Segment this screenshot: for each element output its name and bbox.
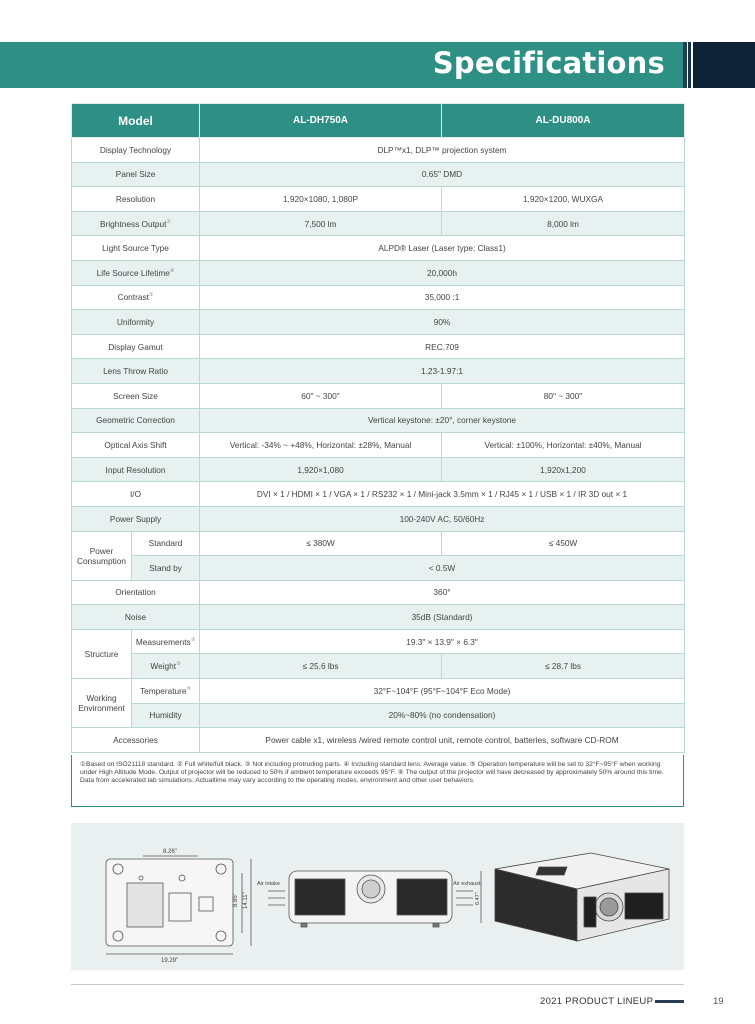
dim-height-a: 8.85" — [233, 893, 239, 907]
row-label: Panel Size — [72, 162, 200, 187]
row-value: 0.65" DMD — [200, 162, 685, 187]
row-value-2: Vertical: ±100%, Horizontal: ±40%, Manual — [442, 433, 685, 458]
page-number: 19 — [713, 996, 724, 1007]
projector-perspective-image — [495, 853, 669, 941]
footnote-mark: ⑤ — [186, 686, 192, 693]
row-value-2: 1,920×1200, WUXGA — [442, 187, 685, 212]
row-label: Noise — [72, 605, 200, 630]
table-row — [72, 138, 685, 163]
row-label: Geometric Correction — [72, 408, 200, 433]
row-sublabel — [132, 679, 200, 704]
row-value: 32°F~104°F (95°F~104°F Eco Mode) — [200, 679, 685, 704]
table-row — [72, 654, 685, 679]
row-sublabel: Humidity — [132, 703, 200, 728]
banner-block — [693, 42, 755, 88]
row-value-1: 1,920×1,080 — [200, 457, 442, 482]
row-value-1: ≤ 25.6 lbs — [200, 654, 442, 679]
row-value: 35dB (Standard) — [200, 605, 685, 630]
footnote-mark: ③ — [176, 661, 181, 668]
dim-width-bottom: 19.29" — [161, 958, 179, 964]
table-row — [72, 359, 685, 384]
banner-stripe — [688, 42, 691, 88]
table-row — [72, 187, 685, 212]
front-view-drawing — [268, 871, 481, 927]
row-value-2: 80" ~ 300" — [442, 383, 685, 408]
row-label: Display Technology — [72, 138, 200, 163]
row-label: Lens Throw Ratio — [72, 359, 200, 384]
title-banner — [0, 42, 683, 88]
row-value-1: Vertical: -34% ~ +48%, Horizontal: ±28%, Manual — [200, 433, 442, 458]
row-value-2: ≤ 28.7 lbs — [442, 654, 685, 679]
row-label: Display Gamut — [72, 334, 200, 359]
row-label: Screen Size — [72, 383, 200, 408]
table-row — [72, 236, 685, 261]
row-value: DVI × 1 / HDMI × 1 / VGA × 1 / RS232 × 1 / Mini-jack 3.5mm × 1 / RJ45 × 1 / USB × 1 / IR 3D out × 1 — [200, 482, 685, 507]
row-value-1: 1,920×1080, 1,080P — [200, 187, 442, 212]
row-label-text: Contrast — [117, 292, 149, 303]
bottom-view-drawing — [106, 856, 251, 954]
table-row — [72, 531, 685, 556]
footer-product-lineup: 2021 PRODUCT LINEUP — [540, 996, 654, 1007]
row-value: 100-240V AC, 50/60Hz — [200, 506, 685, 531]
row-label: Accessories — [72, 728, 200, 753]
table-row — [72, 506, 685, 531]
row-value: < 0.5W — [200, 556, 685, 581]
row-value-2: 1,920x1,200 — [442, 457, 685, 482]
row-value: Power cable x1, wireless /wired remote control unit, remote control, batteries, software CD-ROM — [200, 728, 685, 753]
row-label: Input Resolution — [72, 457, 200, 482]
table-row — [72, 285, 685, 310]
row-value: ALPD® Laser (Laser type: Class1) — [200, 236, 685, 261]
row-sublabel-text: Measurements — [135, 636, 191, 647]
footnote-mark: ⑥ — [169, 268, 175, 274]
table-row — [72, 408, 685, 433]
row-value: REC.709 — [200, 334, 685, 359]
table-row — [72, 728, 685, 753]
air-intake-label: Air intake — [257, 881, 280, 887]
spec-table — [71, 103, 685, 753]
dim-width-top: 8.26" — [163, 849, 177, 855]
row-value: 90% — [200, 310, 685, 335]
row-group-label: Power Consumption — [72, 531, 132, 580]
row-label: I/O — [72, 482, 200, 507]
page-title: Specifications — [432, 46, 665, 80]
table-row — [72, 433, 685, 458]
footnotes: ①Based on ISO21118 standard. ② Full white/full black. ③ Not including protruding parts. ④ Including standard lens. Average value. ⑤ Operation temperature will be set to 32°F~95°F when working under High Altitude Mode. Output of projector will be reduced to 50% if ambient temperature exceeds 95°F. ⑥ The output of the projector will have decreased by approximately 50% around this time. Data from accelerated lab simulations. Actualtime may vary according to the operating modes, environment and other user behaviors. — [71, 755, 684, 807]
row-sublabel: Stand by — [132, 556, 200, 581]
header-model-2: AL-DU800A — [442, 104, 685, 138]
table-row — [72, 260, 685, 285]
row-value: 1.23-1.97:1 — [200, 359, 685, 384]
table-row — [72, 703, 685, 728]
row-value-2: ≤ 450W — [442, 531, 685, 556]
row-value-2: 8,000 lm — [442, 211, 685, 236]
table-row — [72, 629, 685, 654]
footer-divider — [71, 984, 684, 985]
footer-accent-bar — [655, 1000, 684, 1003]
row-value: 360° — [200, 580, 685, 605]
footnote-mark: ③ — [190, 636, 196, 643]
row-label: Resolution — [72, 187, 200, 212]
table-row — [72, 310, 685, 335]
row-sublabel-text: Temperature — [139, 685, 187, 696]
footnote-mark: ① — [166, 218, 171, 225]
dim-height-b: 14.11" — [243, 892, 249, 909]
row-value: 20%~80% (no condensation) — [200, 703, 685, 728]
row-label — [72, 211, 200, 236]
dim-front-height: 6.47" — [475, 892, 481, 905]
row-value-1: 7,500 lm — [200, 211, 442, 236]
header-model: Model — [72, 104, 200, 138]
row-value-1: ≤ 380W — [200, 531, 442, 556]
table-row — [72, 334, 685, 359]
header-model-1: AL-DH750A — [200, 104, 442, 138]
table-row — [72, 679, 685, 704]
row-sublabel-text: Weight — [150, 661, 177, 672]
table-row — [72, 580, 685, 605]
table-header-row — [72, 104, 685, 138]
row-label — [72, 285, 200, 310]
footnote-mark: ② — [148, 292, 154, 299]
row-group-label: Working Environment — [72, 679, 132, 728]
table-row — [72, 482, 685, 507]
row-label: Optical Axis Shift — [72, 433, 200, 458]
table-row — [72, 556, 685, 581]
row-sublabel: Standard — [132, 531, 200, 556]
row-value: DLP™x1, DLP™ projection system — [200, 138, 685, 163]
row-label — [72, 260, 200, 285]
row-label: Orientation — [72, 580, 200, 605]
row-group-label: Structure — [72, 629, 132, 678]
row-label: Power Supply — [72, 506, 200, 531]
table-row — [72, 605, 685, 630]
row-label-text: Brightness Output — [100, 218, 167, 229]
air-exhaust-label: Air exhaust — [453, 881, 481, 887]
table-row — [72, 162, 685, 187]
row-value: 35,000 :1 — [200, 285, 685, 310]
table-row — [72, 383, 685, 408]
row-label: Uniformity — [72, 310, 200, 335]
table-row — [72, 211, 685, 236]
row-label-text: Life Source Lifetime — [96, 267, 170, 278]
table-row — [72, 457, 685, 482]
row-value: Vertical keystone: ±20°, corner keystone — [200, 408, 685, 433]
dimension-drawings — [71, 823, 684, 970]
row-sublabel — [132, 629, 200, 654]
row-value-1: 60" ~ 300" — [200, 383, 442, 408]
row-value: 20,000h — [200, 260, 685, 285]
dimension-drawing-panel — [71, 823, 684, 970]
row-label: Light Source Type — [72, 236, 200, 261]
banner-stripe — [683, 42, 687, 88]
row-sublabel — [132, 654, 200, 679]
row-value: 19.3" × 13.9" × 6.3" — [200, 629, 685, 654]
